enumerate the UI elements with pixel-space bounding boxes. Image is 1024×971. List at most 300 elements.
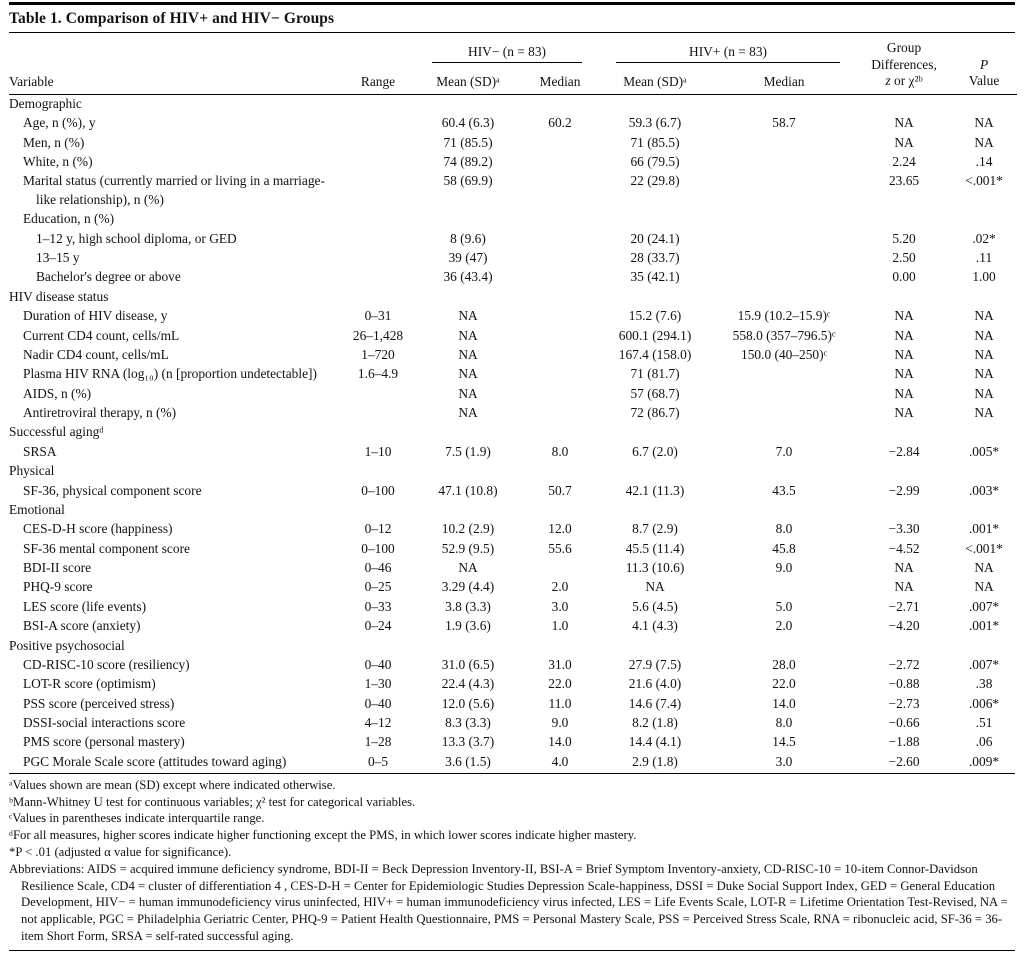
variable-cell: LOT-R score (optimism) [23,676,156,692]
spanner-header-row [9,33,1017,64]
p-cell: .009* [968,753,1000,769]
pos-mean-cell [599,210,711,229]
z-cell: −4.20 [888,618,920,634]
data-row [9,384,1017,403]
range-cell [341,404,415,423]
neg-median-cell: 60.2 [548,115,572,131]
data-row [9,229,1017,248]
range-cell [341,462,415,481]
variable-cell: Antiretroviral therapy, n (%) [23,405,177,421]
neg-mean-cell: 58 (69.9) [443,173,493,189]
variable-cell: CD-RISC-10 score (resiliency) [23,656,190,672]
pos-mean-cell [599,423,711,442]
z-cell: NA [894,366,914,382]
z-cell [857,423,951,442]
neg-median-cell: 12.0 [548,521,572,537]
z-cell: NA [894,115,914,131]
z-cell: −2.84 [888,443,920,459]
z-cell: 2.24 [892,154,916,170]
pos-mean-cell: 27.9 (7.5) [628,656,682,672]
p-cell [951,94,1017,114]
variable-cell: SRSA [23,443,57,459]
range-cell: 26–1,428 [352,327,404,343]
data-row [9,249,1017,268]
range-cell [341,268,415,287]
pos-median-cell: 8.0 [775,521,793,537]
neg-median-cell: 8.0 [551,443,569,459]
footnote: ᶜValues in parentheses indicate interquartile range. [9,811,265,826]
pos-median-cell: 15.9 (10.2–15.9)ᶜ [737,308,831,324]
p-cell: .005* [968,443,1000,459]
p-cell: .02* [972,230,996,246]
neg-mean-cell: 10.2 (2.9) [441,521,495,537]
range-cell: 4–12 [364,715,392,731]
neg-median-cell [521,210,599,229]
neg-median-cell: 11.0 [548,695,572,711]
z-cell: 0.00 [892,269,916,285]
variable-cell: CES-D-H score (happiness) [23,521,173,537]
neg-median-cell: 22.0 [548,676,572,692]
pos-median-cell: 58.7 [772,115,796,131]
pos-mean-cell [599,287,711,306]
z-cell: NA [894,560,914,576]
pos-mean-cell: 71 (81.7) [630,366,680,382]
pos-median-cell: 558.0 (357–796.5)ᶜ [732,327,836,343]
neg-mean-cell: NA [458,346,478,362]
p-cell: .001* [968,521,1000,537]
neg-median-cell [521,365,599,384]
pos-mean-cell: 21.6 (4.0) [628,676,682,692]
pos-median-cell [711,423,857,442]
neg-median-cell [521,268,599,287]
hiv-negative-group-header [415,33,599,64]
neg-mean-cell: NA [458,308,478,324]
pos-mean-cell: 14.4 (4.1) [628,734,682,750]
neg-median-cell: 2.0 [551,579,569,595]
z-cell [857,462,951,481]
range-cell: 0–100 [361,482,395,498]
neg-median-cell [521,636,599,655]
pos-mean-cell: 5.6 (4.5) [632,598,678,614]
p-cell: .14 [975,154,993,170]
p-cell: NA [974,308,994,324]
variable-cell: 13–15 y [36,250,80,266]
variable-cell: Plasma HIV RNA (log₁₀) (n [proportion undetectable]) [23,366,317,382]
neg-mean-cell [415,636,521,655]
neg-mean-cell: 3.8 (3.3) [445,598,491,614]
data-row [9,365,1017,384]
neg-mean-cell: NA [458,366,478,382]
pos-median-cell [711,153,857,172]
range-cell: 1–28 [364,734,392,750]
z-cell: −2.73 [888,695,920,711]
neg-mean-cell [415,94,521,114]
pos-median-cell [711,94,857,114]
neg-mean-cell [415,423,521,442]
pos-mean-cell: 8.7 (2.9) [632,521,678,537]
section-row [9,423,1017,442]
footnote: ᵈFor all measures, higher scores indicate higher functioning except the PMS, in which lower scores indicate higher mastery. [9,828,637,843]
z-cell: NA [894,579,914,595]
pos-mean-cell [599,94,711,114]
data-row [9,752,1017,771]
table-title: Table 1. Comparison of HIV+ and HIV− Groups [9,10,335,27]
variable-cell: HIV disease status [9,288,109,304]
header-spacer [341,33,415,64]
data-row [9,307,1017,326]
neg-mean-cell: 8 (9.6) [450,230,486,246]
table-title-bar [9,2,1015,33]
neg-median-cell [521,249,599,268]
neg-median-cell [521,501,599,520]
pos-median-cell: 45.8 [772,540,796,556]
neg-mean-cell: 31.0 (6.5) [441,656,495,672]
data-row [9,210,1017,229]
variable-cell: PHQ-9 score [23,579,93,595]
data-row [9,133,1017,152]
data-row [9,326,1017,345]
section-row [9,462,1017,481]
data-row [9,559,1017,578]
neg-mean-cell: 22.4 (4.3) [441,676,495,692]
data-row [9,539,1017,558]
p-cell: NA [974,405,994,421]
variable-cell: DSSI-social interactions score [23,715,186,731]
header-spacer [9,33,341,64]
z-cell: 23.65 [888,173,920,189]
range-cell [341,210,415,229]
range-cell [341,287,415,306]
p-cell: <.001* [965,173,1003,189]
neg-mean-cell: 3.6 (1.5) [445,753,491,769]
range-cell: 0–33 [364,598,392,614]
z-cell: NA [894,346,914,362]
pos-mean-cell: 66 (79.5) [630,154,680,170]
p-cell: NA [974,115,994,131]
neg-median-cell [521,307,599,326]
neg-median-cell: 50.7 [548,482,572,498]
range-cell [341,153,415,172]
table-header [9,33,1017,94]
z-cell: −0.66 [888,715,920,731]
pos-median-cell [711,365,857,384]
section-row [9,501,1017,520]
pos-mean-cell: 20 (24.1) [630,230,680,246]
group-differences-header [857,33,951,94]
data-row [9,520,1017,539]
neg-mean-cell: NA [458,385,478,401]
pos-median-cell: 150.0 (40–250)ᶜ [741,346,828,362]
pos-median-cell [711,384,857,403]
p-cell: .06 [975,734,993,750]
p-cell: NA [974,366,994,382]
p-cell: NA [974,327,994,343]
neg-median-cell: 9.0 [551,715,569,731]
z-cell: −2.60 [888,753,920,769]
p-cell: NA [974,560,994,576]
range-cell: 0–40 [364,656,392,672]
section-row [9,287,1017,306]
pos-median-cell [711,210,857,229]
p-cell [951,636,1017,655]
variable-cell: BSI-A score (anxiety) [23,618,141,634]
range-cell [341,423,415,442]
z-cell [857,94,951,114]
z-cell [857,501,951,520]
z-cell [857,287,951,306]
pos-mean-cell: 59.3 (6.7) [628,115,682,131]
p-cell: 1.00 [972,269,996,285]
variable-cell: Current CD4 count, cells/mL [23,327,180,343]
range-cell [341,172,415,210]
footnote: Abbreviations: AIDS = acquired immune deficiency syndrome, BDI-II = Beck Depression Inventory-II, BSI-A = Brief Symptom Inventory-anxiety, CD-RISC-10 = 10-item Connor-Davidson Resilience Scale, CD4 = cluster of differentiation 4 , CES-D-H = Center for Epidemiologic Studies Depression Scale-happiness, DSSI = Duke Social Support Index, GED = General Education Development, HIV− = human immunodeficiency virus uninfected, HIV+ = human immunodeficiency virus infected, LES = Life Events Scale, LOT-R = Lifetime Orientation Test-Revised, NA = not applicable, PGC = Philadelphia Geriatric Center, PHQ-9 = Patient Health Questionnaire, PMS = Personal Mastery Scale, PSS = Perceived Stress Scale, RNA = ribonucleic acid, SF-36 = 36-item Short Form, SRSA = self-rated successful aging. [9,861,1008,944]
hiv-positive-group-header [599,33,857,64]
neg-median-cell [521,133,599,152]
data-row [9,172,1017,210]
range-cell: 1–720 [361,346,395,362]
neg-mean-cell: 13.3 (3.7) [441,734,495,750]
data-row [9,346,1017,365]
data-row [9,442,1017,461]
pos-median-cell: 7.0 [775,443,793,459]
z-cell: 2.50 [892,250,916,266]
pos-mean-cell: 35 (42.1) [630,269,680,285]
variable-cell: PSS score (perceived stress) [23,695,175,711]
p-cell: .006* [968,695,1000,711]
p-cell: .11 [975,250,993,266]
data-row [9,617,1017,636]
p-cell: NA [974,579,994,595]
pos-mean-cell: 600.1 (294.1) [618,327,692,343]
comparison-table [9,33,1017,772]
neg-median-cell [521,172,599,210]
pos-mean-cell: 8.2 (1.8) [632,715,678,731]
variable-cell: BDI-II score [23,560,92,576]
footnote: ᵃValues shown are mean (SD) except where indicated otherwise. [9,777,336,792]
hiv-negative-median-column-header: Median [521,64,599,94]
neg-median-cell [521,346,599,365]
variable-cell: Men, n (%) [23,134,85,150]
neg-mean-cell: NA [458,327,478,343]
range-cell [341,229,415,248]
data-row [9,268,1017,287]
z-cell [857,636,951,655]
data-row [9,578,1017,597]
neg-median-cell [521,462,599,481]
neg-median-cell [521,423,599,442]
pos-median-cell: 22.0 [772,676,796,692]
pos-median-cell [711,578,857,597]
z-cell: −4.52 [888,540,920,556]
variable-cell: Positive psychosocial [9,637,125,653]
neg-mean-cell: 7.5 (1.9) [445,443,491,459]
pos-mean-cell: 4.1 (4.3) [632,618,678,634]
p-cell: NA [974,346,994,362]
range-cell [341,384,415,403]
footnote: ᵇMann-Whitney U test for continuous variables; χ² test for categorical variables. [9,794,416,809]
pos-median-cell: 14.5 [772,734,796,750]
z-cell: NA [894,308,914,324]
hiv-negative-mean-column-header: Mean (SD)ᵃ [415,64,521,94]
range-cell [341,501,415,520]
variable-cell: White, n (%) [23,154,93,170]
p-cell [951,287,1017,306]
neg-median-cell [521,94,599,114]
neg-mean-cell [415,287,521,306]
group-differences-statistic: z or χ²ᵇ [885,73,923,88]
range-cell [341,249,415,268]
pos-mean-cell: 6.7 (2.0) [632,443,678,459]
neg-mean-cell: 3.29 (4.4) [441,579,495,595]
p-cell [951,210,1017,229]
z-cell: −2.99 [888,482,920,498]
pos-mean-cell: 71 (85.5) [630,134,680,150]
neg-median-cell [521,153,599,172]
p-value-header [951,33,1017,94]
p-cell: NA [974,385,994,401]
range-cell: 1–10 [364,443,392,459]
z-cell: NA [894,134,914,150]
z-cell: −2.71 [888,598,920,614]
neg-mean-cell [415,501,521,520]
data-row [9,694,1017,713]
pos-mean-cell: 57 (68.7) [630,385,680,401]
pos-mean-cell [599,501,711,520]
range-cell: 0–25 [364,579,392,595]
variable-column-header: Variable [9,64,341,94]
neg-mean-cell [415,210,521,229]
variable-cell: SF-36 mental component score [23,540,190,556]
footnote: *P < .01 (adjusted α value for significance). [9,845,232,860]
pos-mean-cell: 167.4 (158.0) [618,346,692,362]
pos-median-cell: 28.0 [772,656,796,672]
range-cell: 1–30 [364,676,392,692]
p-cell: NA [974,134,994,150]
pos-median-cell [711,462,857,481]
data-row [9,714,1017,733]
range-column-header: Range [341,64,415,94]
hiv-negative-group-label: HIV− (n = 83) [432,44,582,63]
neg-median-cell [521,384,599,403]
z-cell: 5.20 [892,230,916,246]
neg-mean-cell: 52.9 (9.5) [441,540,495,556]
data-row [9,597,1017,616]
range-cell: 0–24 [364,618,392,634]
group-differences-label: Group Differences, [871,40,937,72]
p-cell: <.001* [965,540,1003,556]
hiv-positive-mean-column-header: Mean (SD)ᵃ [599,64,711,94]
range-cell: 0–5 [367,753,389,769]
range-cell [341,133,415,152]
data-row [9,656,1017,675]
hiv-positive-group-label: HIV+ (n = 83) [616,44,840,63]
pos-mean-cell: 14.6 (7.4) [628,695,682,711]
pos-median-cell: 43.5 [772,482,796,498]
data-row [9,481,1017,500]
variable-cell: Education, n (%) [23,211,115,227]
pos-median-cell: 5.0 [775,598,793,614]
neg-median-cell: 4.0 [551,753,569,769]
z-cell: −1.88 [888,734,920,750]
p-cell: .007* [968,598,1000,614]
neg-mean-cell: 47.1 (10.8) [438,482,498,498]
p-cell: .007* [968,656,1000,672]
pos-mean-cell: 42.1 (11.3) [625,482,685,498]
neg-median-cell: 14.0 [548,734,572,750]
pos-median-cell [711,249,857,268]
pos-median-cell [711,268,857,287]
range-cell [341,94,415,114]
range-cell: 0–12 [364,521,392,537]
neg-median-cell: 31.0 [548,656,572,672]
range-cell: 0–31 [364,308,392,324]
neg-median-cell: 55.6 [548,540,572,556]
data-row [9,675,1017,694]
pos-mean-cell: 15.2 (7.6) [628,308,682,324]
pos-median-cell: 3.0 [775,753,793,769]
z-cell: −2.72 [888,656,920,672]
hiv-positive-median-column-header: Median [711,64,857,94]
data-row [9,153,1017,172]
data-row [9,404,1017,423]
p-cell: .003* [968,482,1000,498]
p-cell [951,462,1017,481]
z-cell: −0.88 [888,676,920,692]
neg-mean-cell: 12.0 (5.6) [441,695,495,711]
variable-cell: Nadir CD4 count, cells/mL [23,346,169,362]
pos-mean-cell: 72 (86.7) [630,405,680,421]
variable-cell: PGC Morale Scale score (attitudes toward aging) [23,753,287,769]
table-body [9,94,1017,772]
neg-median-cell [521,404,599,423]
variable-cell: Age, n (%), y [23,115,96,131]
pos-mean-cell [599,462,711,481]
pos-median-cell [711,229,857,248]
pos-median-cell [711,636,857,655]
neg-median-cell: 1.0 [551,618,569,634]
neg-mean-cell: NA [458,560,478,576]
range-cell [341,114,415,133]
variable-cell: LES score (life events) [23,598,147,614]
p-symbol: P [979,56,989,72]
range-cell: 1.6–4.9 [357,366,399,382]
variable-cell: 1–12 y, high school diploma, or GED [36,230,237,246]
variable-cell: Duration of HIV disease, y [23,308,168,324]
footnotes [9,773,1015,951]
neg-mean-cell: 1.9 (3.6) [445,618,491,634]
variable-cell: Physical [9,463,55,479]
pos-median-cell: 8.0 [775,715,793,731]
z-cell: NA [894,385,914,401]
p-cell: .001* [968,618,1000,634]
neg-median-cell [521,559,599,578]
variable-cell: Successful agingᵈ [9,424,104,440]
range-cell [341,636,415,655]
p-cell [951,423,1017,442]
pos-mean-cell: 28 (33.7) [630,250,680,266]
neg-mean-cell: 39 (47) [448,250,488,266]
p-cell: .51 [975,715,993,731]
p-cell [951,501,1017,520]
neg-mean-cell: 74 (89.2) [443,154,493,170]
variable-cell: Demographic [9,95,82,111]
pos-median-cell [711,172,857,210]
pos-mean-cell [599,636,711,655]
variable-cell: SF-36, physical component score [23,482,202,498]
neg-mean-cell: 71 (85.5) [443,134,493,150]
pos-mean-cell: 11.3 (10.6) [625,560,685,576]
data-row [9,114,1017,133]
